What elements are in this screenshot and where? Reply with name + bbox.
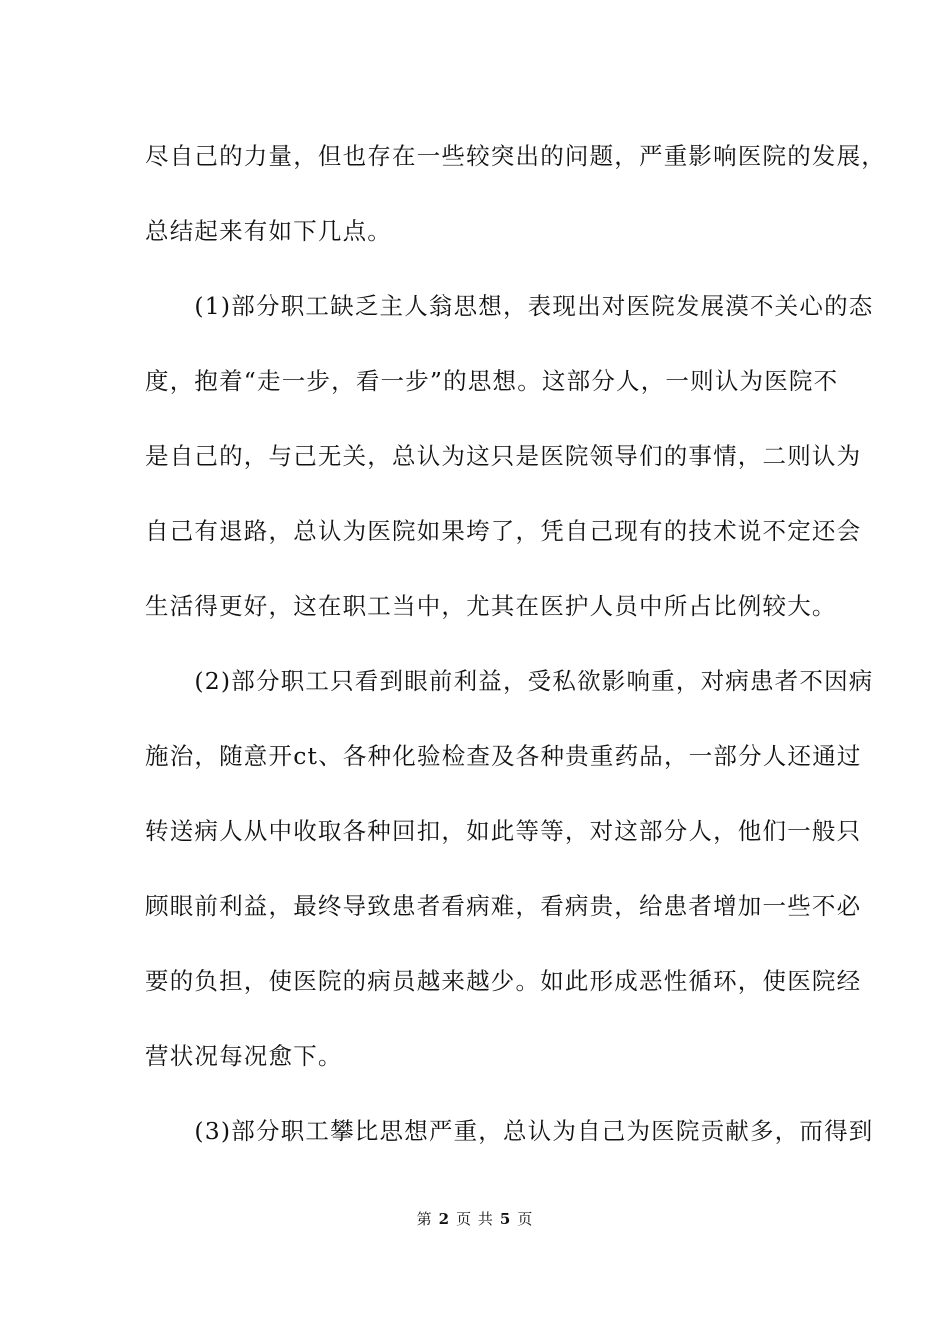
footer-prefix: 第 bbox=[416, 1210, 433, 1228]
text-line: 度，抱着“走一步，看一步”的思想。这部分人，一则认为医院不 bbox=[145, 367, 839, 395]
text-line: 总结起来有如下几点。 bbox=[145, 217, 392, 245]
text-line: 是自己的，与己无关，总认为这只是医院领导们的事情，二则认为 bbox=[145, 442, 862, 470]
current-page-number: 2 bbox=[438, 1210, 451, 1228]
text-line: 转送病人从中收取各种回扣，如此等等，对这部分人，他们一般只 bbox=[145, 817, 862, 845]
text-line: 顾眼前利益，最终导致患者看病难，看病贵，给患者增加一些不必 bbox=[145, 892, 862, 920]
text-line: (2)部分职工只看到眼前利益，受私欲影响重，对病患者不因病 bbox=[145, 667, 874, 695]
footer-suffix: 页 bbox=[517, 1210, 534, 1228]
footer-middle: 页 共 bbox=[456, 1210, 494, 1228]
text-line: 自己有退路，总认为医院如果垮了，凭自己现有的技术说不定还会 bbox=[145, 517, 862, 545]
text-line: (3)部分职工攀比思想严重，总认为自己为医院贡献多，而得到 bbox=[145, 1117, 874, 1145]
text-line: 营状况每况愈下。 bbox=[145, 1042, 343, 1070]
text-line: 要的负担，使医院的病员越来越少。如此形成恶性循环，使医院经 bbox=[145, 967, 862, 995]
text-line: 生活得更好，这在职工当中，尤其在医护人员中所占比例较大。 bbox=[145, 592, 837, 620]
page-footer bbox=[0, 1208, 950, 1229]
text-line: 尽自己的力量，但也存在一些较突出的问题，严重影响医院的发展， bbox=[145, 142, 886, 170]
text-line: (1)部分职工缺乏主人翁思想，表现出对医院发展漠不关心的态 bbox=[145, 292, 874, 320]
total-pages-number: 5 bbox=[499, 1210, 512, 1228]
body-text bbox=[145, 128, 886, 1178]
text-line: 施治，随意开ct、各种化验检查及各种贵重药品，一部分人还通过 bbox=[145, 742, 862, 770]
